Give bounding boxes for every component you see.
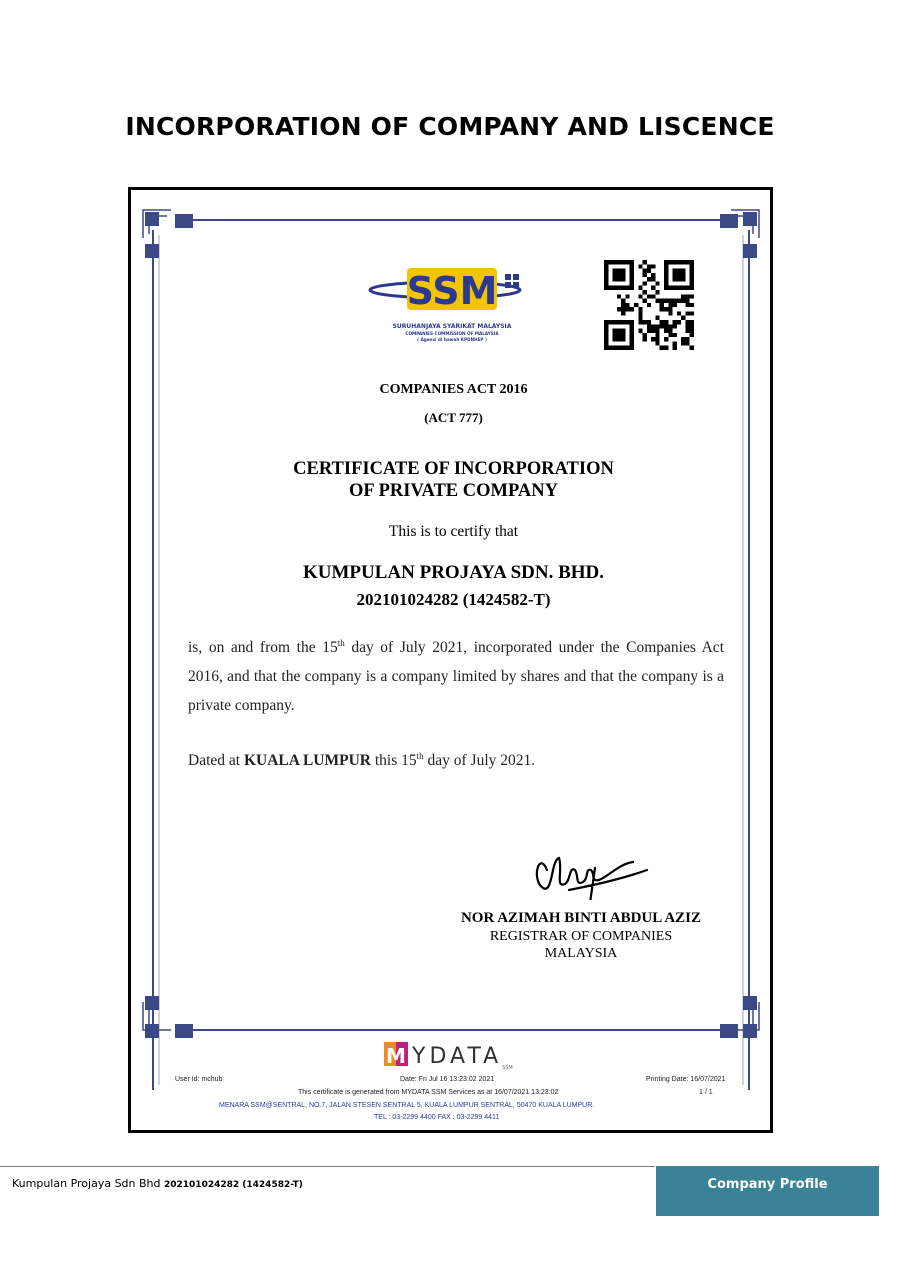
- company-number: 202101024282 (1424582-T): [356, 590, 551, 609]
- svg-text:SURUHANJAYA SYARIKAT MALAYSIA: SURUHANJAYA SYARIKAT MALAYSIA: [392, 323, 512, 330]
- user-id: User Id: mchub: [175, 1076, 223, 1083]
- act-number: (ACT 777): [424, 410, 483, 425]
- ssm-contact: TEL : 03-2299 4400 FAX : 03-2299 4411: [374, 1114, 500, 1121]
- footer-company: [12, 1177, 303, 1190]
- printing-date: Printing Date: 16/07/2021: [646, 1076, 726, 1083]
- page-heading: INCORPORATION OF COMPANY AND LISCENCE: [125, 112, 775, 141]
- dated-mid: this 15: [370, 752, 417, 769]
- certificate-body: [188, 633, 724, 720]
- dated-pre: Dated at: [188, 752, 244, 769]
- svg-text:( Agensi di bawah KPDNHEP ): ( Agensi di bawah KPDNHEP ): [417, 337, 487, 342]
- ssm-logo: [367, 264, 537, 354]
- svg-text:COMPANIES COMMISSION OF MALAYS: COMPANIES COMMISSION OF MALAYSIA: [405, 331, 499, 336]
- svg-text:SSM: SSM: [502, 1065, 513, 1070]
- generated-note: This certificate is generated from MYDATA SSM Services as at 16/07/2021 13:23:02: [298, 1089, 559, 1096]
- footer-section-tab: Company Profile: [656, 1166, 879, 1216]
- dated-sup: th: [416, 750, 424, 761]
- page-count: 1 / 1: [699, 1089, 713, 1096]
- registrar-name: NOR AZIMAH BINTI ABDUL AZIZ: [460, 910, 702, 926]
- svg-text:SSM: SSM: [406, 269, 498, 313]
- svg-text:YDATA: YDATA: [412, 1044, 503, 1069]
- certificate-title-line2: OF PRIVATE COMPANY: [349, 481, 558, 501]
- body-sup: th: [337, 637, 345, 648]
- generation-date: Date: Fri Jul 16 13:23:02 2021: [400, 1076, 495, 1083]
- dated-place: KUALA LUMPUR: [243, 752, 371, 769]
- certify-text: This is to certify that: [388, 523, 519, 540]
- certificate-title: [131, 458, 773, 502]
- certificate-title-line1: CERTIFICATE OF INCORPORATION: [293, 459, 614, 479]
- registrar-title: REGISTRAR OF COMPANIES: [489, 929, 673, 944]
- company-name: KUMPULAN PROJAYA SDN. BHD.: [302, 562, 605, 583]
- mydata-logo: [384, 1038, 524, 1070]
- body-post: day of July 2021, incorporated under the Companies Act 2016, and that the company is a company limited by shares and that the company is a private company.: [188, 639, 724, 714]
- registrar-signature: [529, 840, 649, 900]
- footer-divider: [0, 1166, 655, 1167]
- qr-code: [604, 260, 694, 350]
- footer-company-number: 202101024282 (1424582-T): [164, 1180, 303, 1190]
- act-title: COMPANIES ACT 2016: [379, 382, 528, 397]
- dated-line: [188, 752, 708, 770]
- ssm-address: MENARA SSM@SENTRAL, NO.7, JALAN STESEN SENTRAL 5, KUALA LUMPUR SENTRAL, 50470 KUALA LUMPUR.: [219, 1102, 595, 1109]
- dated-post: day of July 2021.: [423, 752, 536, 769]
- svg-text:M: M: [386, 1044, 406, 1068]
- registrar-country: MALAYSIA: [544, 946, 618, 961]
- certificate: [128, 187, 773, 1133]
- footer-company-name: Kumpulan Projaya Sdn Bhd: [12, 1177, 164, 1190]
- body-pre: is, on and from the 15: [188, 639, 338, 656]
